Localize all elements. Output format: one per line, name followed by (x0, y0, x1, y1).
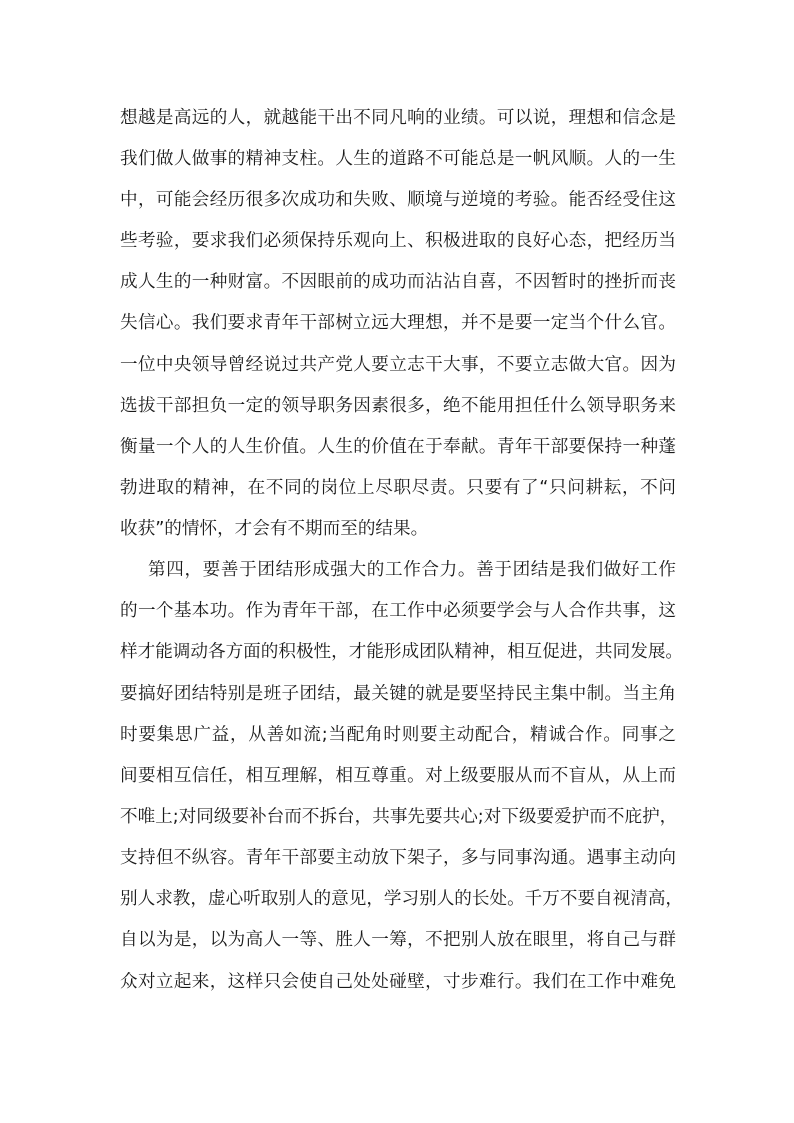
text-line: 间要相互信任，相互理解，相互尊重。对上级要服从而不盲从，从上而 (120, 766, 676, 786)
text-line: 失信心。我们要求青年干部树立远大理想，并不是要一定当个什么官。 (120, 313, 676, 333)
text-line: 些考验，要求我们必须保持乐观向上、积极进取的良好心态，把经历当 (120, 231, 676, 251)
text-line: 自以为是，以为高人一等、胜人一筹，不把别人放在眼里，将自己与群 (120, 930, 676, 950)
text-line: 别人求教，虚心听取别人的意见，学习别人的长处。千万不要自视清高， (120, 889, 684, 909)
text-line: 中，可能会经历很多次成功和失败、顺境与逆境的考验。能否经受住这 (120, 190, 676, 210)
text-line: 一位中央领导曾经说过共产党人要立志干大事，不要立志做大官。因为 (120, 355, 676, 375)
text-line: 支持但不纵容。青年干部要主动放下架子，多与同事沟通。遇事主动向 (120, 848, 676, 868)
text-line: 时要集思广益，从善如流;当配角时则要主动配合，精诚合作。同事之 (120, 725, 676, 745)
text-line: 勃进取的精神，在不同的岗位上尽职尽责。只要有了“只问耕耘，不问 (120, 478, 676, 498)
text-line: 第四，要善于团结形成强大的工作合力。善于团结是我们做好工作 (148, 560, 676, 580)
text-line: 衡量一个人的人生价值。人生的价值在于奉献。青年干部要保持一种蓬 (120, 437, 676, 457)
text-line: 众对立起来，这样只会使自己处处碰壁，寸步难行。我们在工作中难免 (120, 972, 676, 992)
text-line: 要搞好团结特别是班子团结，最关键的就是要坚持民主集中制。当主角 (120, 684, 676, 704)
text-line: 收获”的情怀，才会有不期而至的结果。 (120, 519, 429, 539)
text-line: 样才能调动各方面的积极性，才能形成团队精神，相互促进，共同发展。 (120, 642, 684, 662)
text-line: 成人生的一种财富。不因眼前的成功而沾沾自喜，不因暂时的挫折而丧 (120, 272, 676, 292)
text-line: 不唯上;对同级要补台而不拆台，共事先要共心;对下级要爱护而不庇护， (120, 807, 678, 827)
text-line: 的一个基本功。作为青年干部，在工作中必须要学会与人合作共事，这 (120, 601, 676, 621)
text-line: 我们做人做事的精神支柱。人生的道路不可能总是一帆风顺。人的一生 (120, 149, 676, 169)
text-line: 想越是高远的人，就越能干出不同凡响的业绩。可以说，理想和信念是 (120, 108, 676, 128)
text-line: 选拔干部担负一定的领导职务因素很多，绝不能用担任什么领导职务来 (120, 396, 676, 416)
